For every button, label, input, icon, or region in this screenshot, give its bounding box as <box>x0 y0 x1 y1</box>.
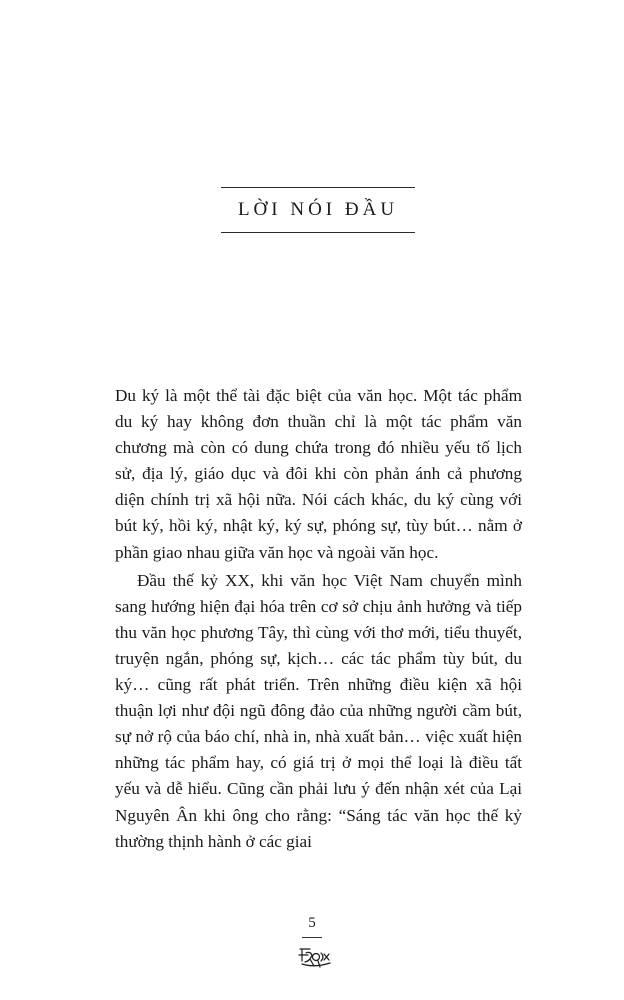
page-number: 5 <box>308 915 316 931</box>
chapter-heading <box>221 187 415 233</box>
paragraph: Đầu thế kỷ XX, khi văn học Việt Nam chuyển mình sang hướng hiện đại hóa trên cơ sở chịu ảnh hưởng và tiếp thu văn học phương Tây, thì cùng với thơ mới, tiểu thuyết, truyện ngắn, phóng sự, kịch… các tác phẩm tùy bút, du ký… cũng rất phát triển. Trên những điều kiện xã hội thuận lợi như đội ngũ đông đảo của những người cầm bút, sự nở rộ của báo chí, nhà in, nhà xuất bản… việc xuất hiện những tác phẩm hay, có giá trị ở mọi thể loại là điều tất yếu và dễ hiểu. Cũng cần phải lưu ý đến nhận xét của Lại Nguyên Ân khi ông cho rằng: “Sáng tác văn học thế kỷ thường thịnh hành ở các giai <box>115 570 522 851</box>
body-text <box>115 383 522 855</box>
publisher-logo-icon <box>296 945 336 971</box>
paragraph: Du ký là một thể tài đặc biệt của văn học. Một tác phẩm du ký hay không đơn thuần chỉ là một tác phẩm văn chương mà còn có dung chứa trong đó nhiều yếu tố lịch sử, địa lý, giáo dục và đôi khi còn phản ánh cả phương diện chính trị xã hội nữa. Nói cách khác, du ký cùng với bút ký, hồi ký, nhật ký, ký sự, phóng sự, tùy bút… nằm ở phần giao nhau giữa văn học và ngoài văn học. <box>115 386 522 562</box>
chapter-title: LỜI NÓI ĐẦU <box>237 199 399 220</box>
page-number-rule <box>302 937 322 938</box>
